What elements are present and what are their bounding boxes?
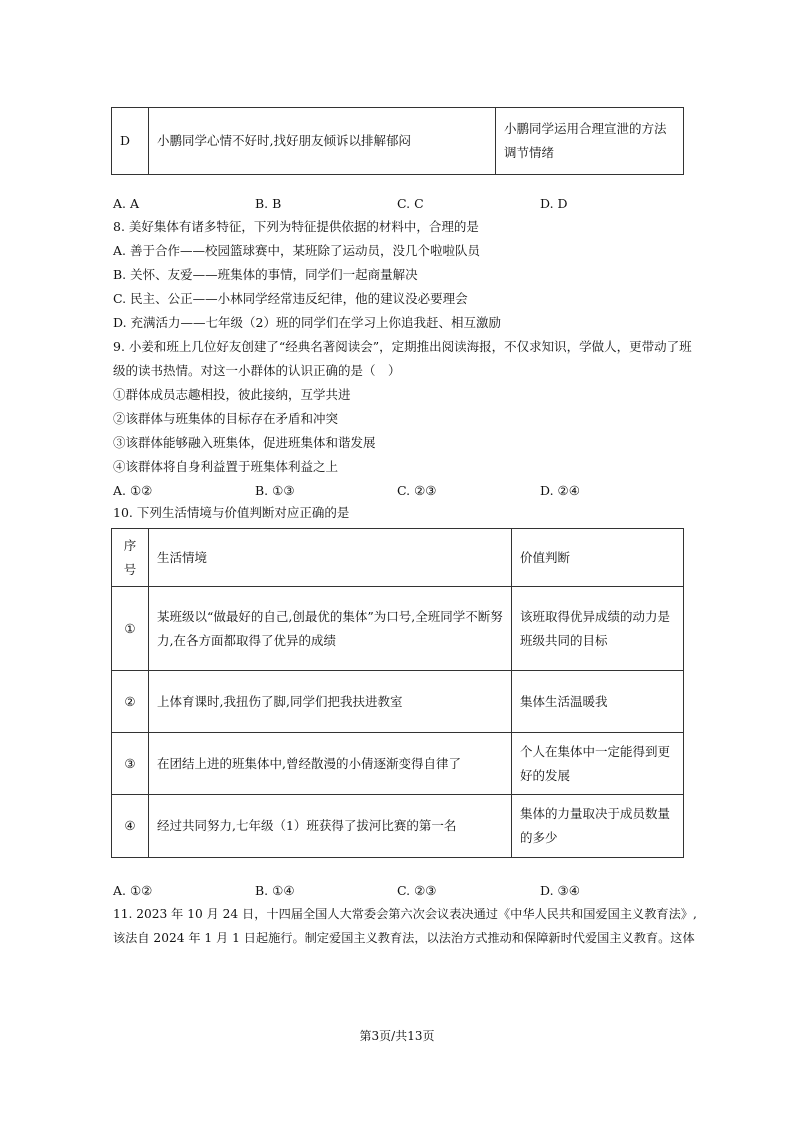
option-a[interactable]: A. A [113, 196, 140, 211]
table-header-row [112, 529, 684, 587]
q9-statement-4: ④该群体将自身利益置于班集体利益之上 [113, 459, 339, 474]
option-c[interactable]: C. C [397, 196, 424, 211]
judgment-cell: 该班取得优异成绩的动力是 班级共同的目标 [512, 587, 684, 671]
q9-statement-2: ②该群体与班集体的目标存在矛盾和冲突 [113, 411, 339, 426]
situation-cell: 某班级以“做最好的自己,创最优的集体”为口号,全班同学不断努 力,在各方面都取得了优异的成绩 [149, 587, 512, 671]
option-a[interactable]: A. ①② [113, 883, 153, 898]
situation-cell: 经过共同努力,七年级（1）班获得了拔河比赛的第一名 [149, 795, 512, 858]
situation-cell: 小鹏同学心情不好时,找好朋友倾诉以排解郁闷 [149, 108, 496, 175]
header-no: 序 号 [112, 529, 149, 587]
situation-cell: 在团结上进的班集体中,曾经散漫的小倩逐渐变得自律了 [149, 733, 512, 795]
q9-stem-line1: 9. 小姜和班上几位好友创建了“经典名著阅读会”，定期推出阅读海报，不仅求知识，学做人，更带动了班 [113, 339, 692, 354]
q8-option-b[interactable]: B. 关怀、友爱——班集体的事情，同学们一起商量解决 [113, 267, 418, 282]
judgment-cell: 集体生活温暖我 [512, 671, 684, 733]
q9-statement-1: ①群体成员志趣相投，彼此接纳，互学共进 [113, 387, 351, 402]
page-footer: 第3页/共13页 [359, 1029, 435, 1043]
option-a[interactable]: A. ①② [113, 483, 153, 498]
q10-table [111, 528, 684, 858]
q8-stem: 8. 美好集体有诸多特征，下列为特征提供依据的材料中，合理的是 [113, 219, 479, 234]
q9-options [113, 482, 693, 500]
q11-line1: 11. 2023 年 10 月 24 日，十四届全国人大常委会第六次会议表决通过《中华人民共和国爱国主义教育法》, [113, 907, 697, 921]
q9-stem-line2: 级的读书热情。对这一小群体的认识正确的是（ ） [113, 363, 401, 378]
row-number: ② [112, 671, 149, 733]
q10-options [113, 882, 693, 900]
table-row [112, 795, 684, 858]
q7-table-continued [111, 107, 684, 175]
judgment-cell: 小鹏同学运用合理宣泄的方法调节情绪 [496, 108, 684, 175]
option-d[interactable]: D. ②④ [540, 483, 580, 498]
row-label: D [112, 108, 149, 175]
option-b[interactable]: B. ①④ [255, 883, 295, 898]
table-row [112, 587, 684, 671]
option-c[interactable]: C. ②③ [397, 883, 437, 898]
situation-cell: 上体育课时,我扭伤了脚,同学们把我扶进教室 [149, 671, 512, 733]
q11-line2: 该法自 2024 年 1 月 1 日起施行。制定爱国主义教育法，以法治方式推动和保障新时代爱国主义教育。这体 [113, 931, 695, 945]
q8-option-c[interactable]: C. 民主、公正——小林同学经常违反纪律，他的建议没必要理会 [113, 291, 468, 306]
table-row [112, 671, 684, 733]
row-number: ④ [112, 795, 149, 858]
q10-stem: 10. 下列生活情境与价值判断对应正确的是 [113, 505, 350, 520]
header-judgment: 价值判断 [512, 529, 684, 587]
option-b[interactable]: B. B [255, 196, 282, 211]
q8-option-d[interactable]: D. 充满活力——七年级（2）班的同学们在学习上你追我赶、相互激励 [113, 315, 501, 330]
option-c[interactable]: C. ②③ [397, 483, 437, 498]
q7-options [113, 195, 693, 213]
row-number: ① [112, 587, 149, 671]
header-situation: 生活情境 [149, 529, 512, 587]
q8-option-a[interactable]: A. 善于合作——校园篮球赛中，某班除了运动员，没几个啦啦队员 [113, 243, 480, 258]
judgment-cell: 集体的力量取决于成员数量 的多少 [512, 795, 684, 858]
option-b[interactable]: B. ①③ [255, 483, 295, 498]
judgment-cell: 个人在集体中一定能得到更 好的发展 [512, 733, 684, 795]
table-row [112, 733, 684, 795]
table-row [112, 108, 684, 175]
q9-statement-3: ③该群体能够融入班集体，促进班集体和谐发展 [113, 435, 376, 450]
option-d[interactable]: D. D [540, 196, 568, 211]
option-d[interactable]: D. ③④ [540, 883, 580, 898]
row-number: ③ [112, 733, 149, 795]
